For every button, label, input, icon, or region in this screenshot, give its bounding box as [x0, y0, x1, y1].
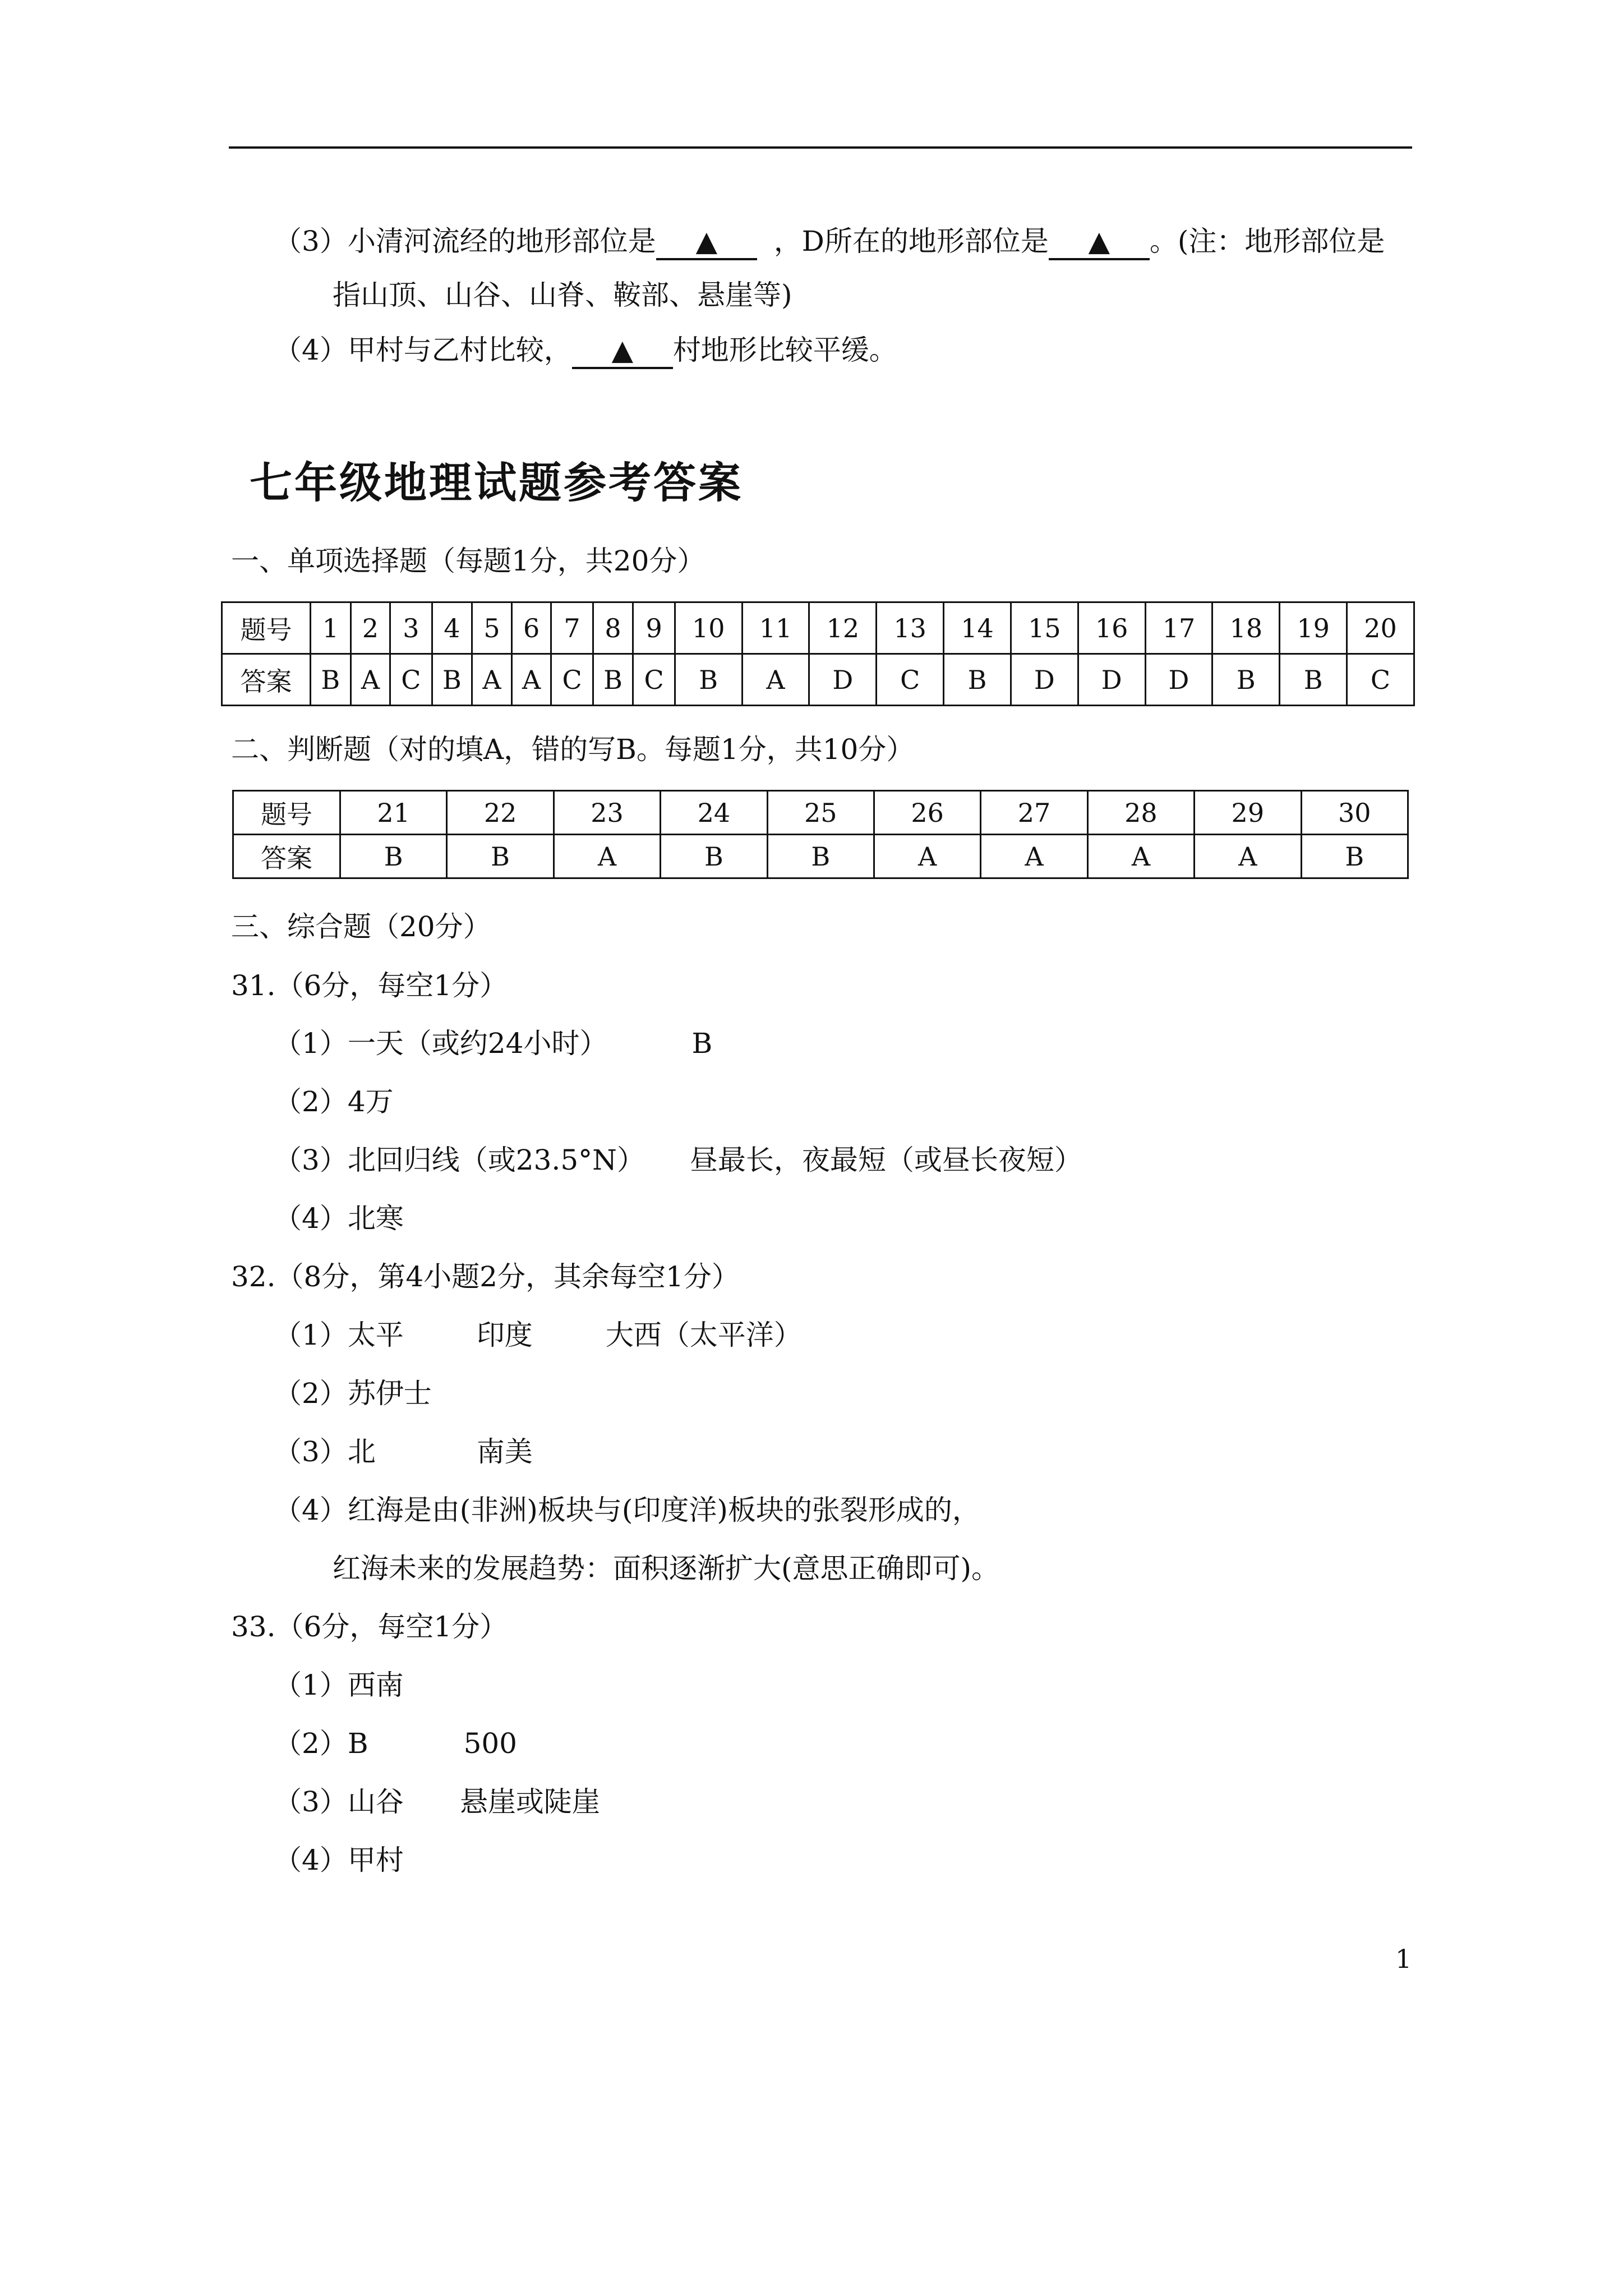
question-number-cell: 3	[390, 602, 432, 654]
question-4: （4）甲村与乙村比较， ▲ 村地形比较平缓。	[274, 333, 897, 369]
q31-header: 31.（6分，每空1分）	[231, 969, 508, 1002]
q31-answer-3: （3）北回归线（或23.5°N） 昼最长，夜最短（或昼长夜短）	[274, 1144, 1082, 1176]
choice-answer-table	[221, 601, 1415, 706]
answer-cell: C	[877, 654, 944, 706]
q33-header: 33.（6分，每空1分）	[231, 1611, 508, 1643]
table-row	[233, 791, 1408, 835]
question-number-cell: 2	[351, 602, 390, 654]
q33-answer-4: （4）甲村	[274, 1844, 404, 1876]
question-number-cell: 6	[511, 602, 551, 654]
answer-cell: C	[633, 654, 675, 706]
q33-answer-2: （2）B 500	[274, 1727, 517, 1760]
answer-cell: B	[447, 835, 554, 878]
question-number-cell: 28	[1087, 791, 1194, 835]
answer-cell: B	[661, 835, 767, 878]
question-number-cell: 30	[1301, 791, 1408, 835]
q31-answer-1: （1）一天（或约24小时） B	[274, 1027, 713, 1060]
q32-answer-4: （4）红海是由(非洲)板块与(印度洋)板块的张裂形成的，	[274, 1494, 980, 1526]
answer-blank: ▲	[1049, 224, 1150, 260]
answer-cell: B	[767, 835, 874, 878]
question-number-cell: 15	[1011, 602, 1078, 654]
answer-blank: ▲	[572, 333, 673, 369]
question-number-cell: 10	[675, 602, 742, 654]
answer-cell: A	[981, 835, 1087, 878]
answer-cell: B	[1301, 835, 1408, 878]
question-number-cell: 4	[432, 602, 472, 654]
question-number-cell: 27	[981, 791, 1087, 835]
question-number-cell: 20	[1347, 602, 1414, 654]
answer-cell: D	[1011, 654, 1078, 706]
question-number-cell: 26	[874, 791, 980, 835]
section1-heading: 一、单项选择题（每题1分，共20分）	[231, 545, 706, 577]
question-3: （3）小清河流经的地形部位是 ▲ ，D所在的地形部位是 ▲ 。(注：地形部位是	[274, 224, 1385, 260]
answer-cell: B	[432, 654, 472, 706]
answer-blank: ▲	[656, 224, 757, 260]
table-row	[233, 835, 1408, 878]
header-rule	[229, 146, 1412, 149]
question-number-cell: 22	[447, 791, 554, 835]
q32-header: 32.（8分，第4小题2分，其余每空1分）	[231, 1260, 740, 1293]
answer-cell: A	[351, 654, 390, 706]
answer-cell: B	[340, 835, 447, 878]
question-number-cell: 29	[1195, 791, 1301, 835]
answer-cell: B	[1280, 654, 1347, 706]
answer-cell: D	[1078, 654, 1145, 706]
answer-cell: B	[1212, 654, 1280, 706]
q32-answer-2: （2）苏伊士	[274, 1377, 432, 1410]
answer-key-title: 七年级地理试题参考答案	[250, 458, 743, 508]
question-number-cell: 14	[944, 602, 1011, 654]
question-3-continuation: 指山顶、山谷、山脊、鞍部、悬崖等)	[333, 279, 792, 311]
answer-cell: C	[1347, 654, 1414, 706]
answer-cell: A	[472, 654, 512, 706]
q32-answer-3: （3）北 南美	[274, 1435, 533, 1468]
section3-heading: 三、综合题（20分）	[231, 910, 491, 943]
answer-cell: C	[551, 654, 593, 706]
q31-answer-4: （4）北寒	[274, 1202, 404, 1235]
question-number-cell: 12	[809, 602, 877, 654]
question-number-cell: 25	[767, 791, 874, 835]
q32-answer-1: （1）太平 印度 大西（太平洋）	[274, 1319, 802, 1351]
answer-cell: D	[1145, 654, 1212, 706]
q31-answer-2: （2）4万	[274, 1085, 394, 1118]
q33-answer-3: （3）山谷 悬崖或陡崖	[274, 1786, 600, 1818]
judgement-answer-table	[232, 790, 1409, 879]
question-number-cell: 19	[1280, 602, 1347, 654]
answer-cell: A	[1087, 835, 1194, 878]
question-number-cell: 16	[1078, 602, 1145, 654]
question-number-cell: 5	[472, 602, 512, 654]
question-number-cell: 1	[311, 602, 351, 654]
section2-heading: 二、判断题（对的填A，错的写B。每题1分，共10分）	[231, 733, 915, 766]
answer-cell: A	[874, 835, 980, 878]
answer-cell: B	[944, 654, 1011, 706]
page-number: 1	[1395, 1944, 1412, 1974]
question-number-cell: 23	[554, 791, 660, 835]
question-number-cell: 13	[877, 602, 944, 654]
question-number-cell: 7	[551, 602, 593, 654]
answer-cell: A	[511, 654, 551, 706]
answer-cell: C	[390, 654, 432, 706]
table-row	[222, 654, 1414, 706]
question-number-cell: 18	[1212, 602, 1280, 654]
row-label: 题号	[222, 602, 311, 654]
q32-answer-4-continuation: 红海未来的发展趋势：面积逐渐扩大(意思正确即可)。	[333, 1552, 1000, 1585]
answer-cell: A	[554, 835, 660, 878]
answer-cell: D	[809, 654, 877, 706]
question-number-cell: 11	[742, 602, 809, 654]
row-label: 题号	[233, 791, 340, 835]
table-row	[222, 602, 1414, 654]
answer-cell: B	[675, 654, 742, 706]
q33-answer-1: （1）西南	[274, 1669, 404, 1701]
question-number-cell: 17	[1145, 602, 1212, 654]
row-label: 答案	[233, 835, 340, 878]
answer-cell: A	[742, 654, 809, 706]
row-label: 答案	[222, 654, 311, 706]
question-number-cell: 8	[593, 602, 633, 654]
question-number-cell: 21	[340, 791, 447, 835]
answer-cell: B	[593, 654, 633, 706]
question-number-cell: 9	[633, 602, 675, 654]
answer-cell: B	[311, 654, 351, 706]
question-number-cell: 24	[661, 791, 767, 835]
answer-cell: A	[1195, 835, 1301, 878]
